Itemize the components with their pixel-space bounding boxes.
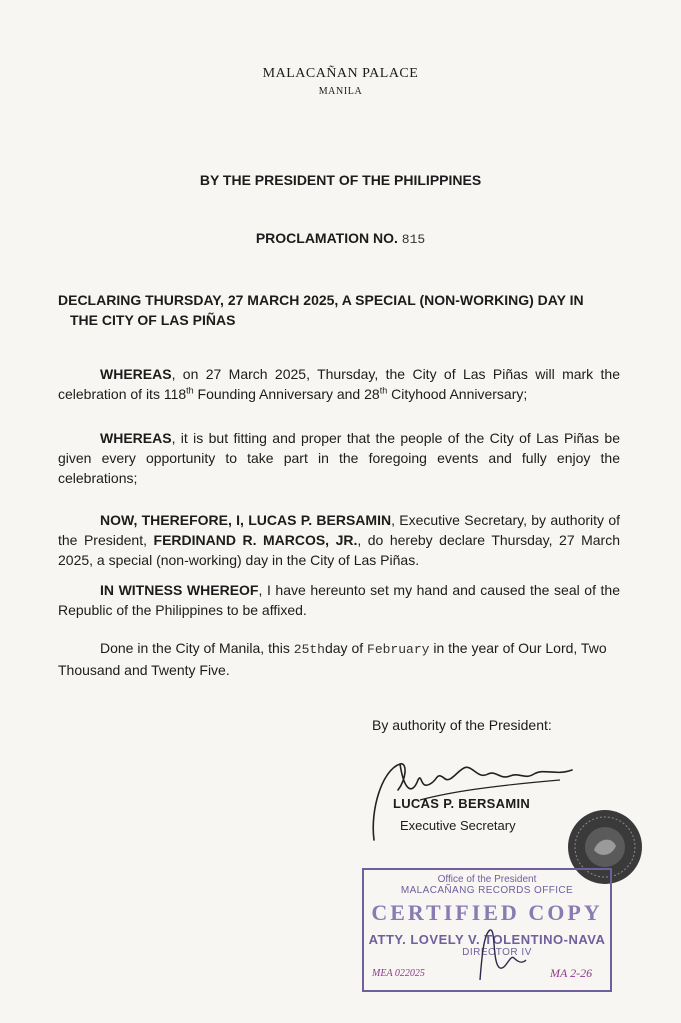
para1-text-a: , on 27 March 2025, Thursday, the City of Las Piñas will mark the celebration of its 118 bbox=[58, 366, 620, 402]
para1-text-b: Founding Anniversary and 28 bbox=[193, 386, 380, 402]
para5-text-a: Done in the City of Manila, this bbox=[100, 640, 294, 656]
paragraph-whereas-2 bbox=[58, 428, 620, 488]
authority-line: By authority of the President: bbox=[372, 717, 552, 733]
whereas-lead-1: WHEREAS bbox=[100, 366, 172, 382]
stamp-officer-name: ATTY. LOVELY V. TOLENTINO-NAVA bbox=[368, 932, 606, 947]
stamp-records-office: MALACAÑANG RECORDS OFFICE bbox=[400, 885, 574, 896]
proclamation-label: PROCLAMATION NO. bbox=[255, 230, 398, 246]
now-therefore-lead: NOW, THEREFORE, I, LUCAS P. BERSAMIN bbox=[100, 512, 392, 528]
proclamation-line bbox=[0, 230, 681, 247]
done-day: 25th bbox=[293, 642, 325, 657]
done-month: February bbox=[367, 642, 430, 657]
para3-text-a: , Executive Secretary, by authority of the President, bbox=[58, 512, 621, 548]
paragraph-witness bbox=[58, 580, 620, 620]
stamp-initials-right: MA 2-26 bbox=[550, 966, 593, 980]
title-line-2: THE CITY OF LAS PIÑAS bbox=[70, 312, 236, 328]
paragraph-done bbox=[58, 638, 620, 680]
president-name: FERDINAND R. MARCOS, JR. bbox=[153, 532, 358, 548]
para5-text-b: day of bbox=[324, 640, 368, 656]
city-heading: MANILA bbox=[318, 86, 363, 97]
stamp-office: Office of the President bbox=[437, 874, 537, 885]
stamp-officer-title: DIRECTOR IV bbox=[462, 947, 532, 958]
signatory-title: Executive Secretary bbox=[400, 818, 516, 833]
whereas-lead-2: WHEREAS bbox=[100, 430, 172, 446]
paragraph-now-therefore bbox=[58, 510, 620, 570]
signatory-name: LUCAS P. BERSAMIN bbox=[393, 796, 531, 811]
palace-heading: MALACAÑAN PALACE bbox=[262, 66, 419, 81]
proclamation-number: 815 bbox=[401, 232, 426, 247]
witness-lead: IN WITNESS WHEREOF bbox=[100, 582, 259, 598]
stamp-initials-left: MEA 022025 bbox=[372, 968, 425, 979]
para1-sup-a: th bbox=[186, 385, 194, 396]
para1-text-c: Cityhood Anniversary; bbox=[387, 386, 528, 402]
para5-text-c: in the year of Our Lord, Two Thousand and Twenty Five. bbox=[58, 640, 607, 678]
para1-sup-b: th bbox=[379, 385, 388, 396]
title-line-1: DECLARING THURSDAY, 27 MARCH 2025, A SPECIAL (NON-WORKING) DAY IN bbox=[58, 292, 584, 308]
para4-text: , I have hereunto set my hand and caused the seal of the Republic of the Philippines to be affixed. bbox=[58, 582, 620, 618]
para2-text: , it is but fitting and proper that the people of the City of Las Piñas be given every opportunity to take part in the foregoing events and fully enjoy the celebrations; bbox=[58, 430, 620, 486]
stamp-certified-copy: CERTIFIED COPY bbox=[371, 900, 603, 925]
stamp-signature bbox=[470, 924, 530, 984]
proclamation-title bbox=[58, 290, 628, 330]
paragraph-whereas-1 bbox=[58, 364, 620, 404]
para3-text-b: , do hereby declare Thursday, 27 March 2025, a special (non-working) day in the City of Las Piñas. bbox=[58, 532, 621, 568]
by-president-heading: BY THE PRESIDENT OF THE PHILIPPINES bbox=[199, 172, 482, 188]
